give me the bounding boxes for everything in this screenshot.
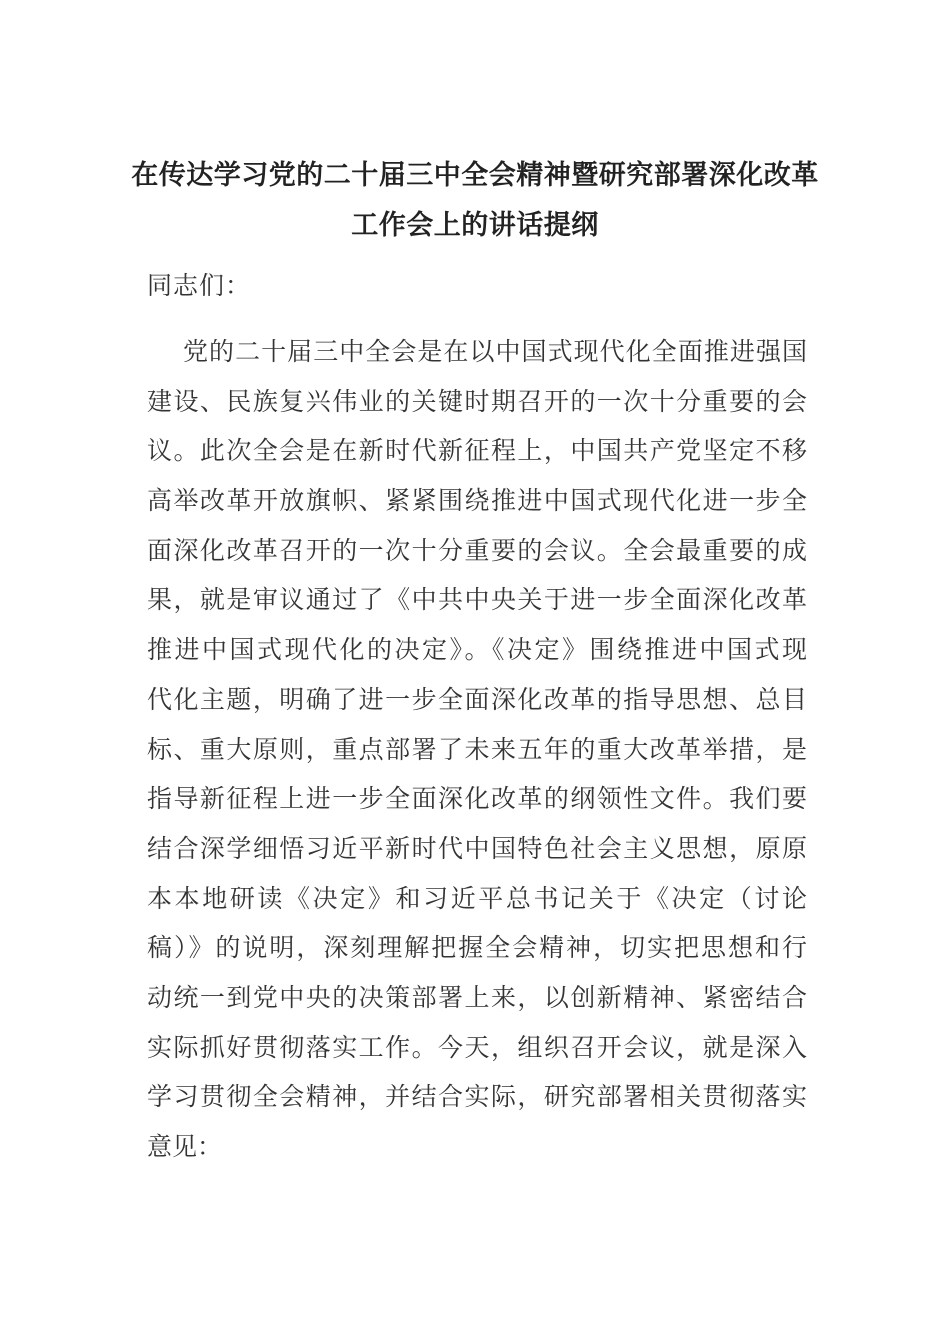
paragraph-line: 党的二十届三中全会是在以中国式现代化全面推进强国 xyxy=(183,337,807,366)
body-paragraph xyxy=(147,327,807,1172)
paragraph-line: 指导新征程上进一步全面深化改革的纲领性文件。我们要 xyxy=(147,784,807,814)
document-title-line-2: 工作会上的讲话提纲 xyxy=(351,210,599,241)
paragraph-line: 意见： xyxy=(147,1132,223,1161)
salutation: 同志们： xyxy=(147,271,252,300)
paragraph-line: 面深化改革召开的一次十分重要的会议。全会最重要的成 xyxy=(147,535,807,565)
paragraph-line: 推进中国式现代化的决定》。《决定》围绕推进中国式现 xyxy=(147,635,807,665)
paragraph-line: 实际抓好贯彻落实工作。今天，组织召开会议，就是深入 xyxy=(147,1032,807,1062)
paragraph-line: 本本地研读《决定》和习近平总书记关于《决定（讨论 xyxy=(147,883,807,913)
paragraph-line: 结合深学细悟习近平新时代中国特色社会主义思想，原原 xyxy=(147,833,807,863)
paragraph-line: 果，就是审议通过了《中共中央关于进一步全面深化改革 xyxy=(147,585,807,615)
paragraph-line: 高举改革开放旗帜、紧紧围绕推进中国式现代化进一步全 xyxy=(147,486,807,516)
paragraph-line: 议。此次全会是在新时代新征程上，中国共产党坚定不移 xyxy=(147,436,807,466)
paragraph-line: 学习贯彻全会精神，并结合实际，研究部署相关贯彻落实 xyxy=(147,1082,807,1112)
paragraph-line: 标、重大原则，重点部署了未来五年的重大改革举措，是 xyxy=(147,734,807,764)
paragraph-line: 动统一到党中央的决策部署上来，以创新精神、紧密结合 xyxy=(147,982,807,1012)
paragraph-line: 代化主题，明确了进一步全面深化改革的指导思想、总目 xyxy=(147,684,807,714)
document-title-line-1: 在传达学习党的二十届三中全会精神暨研究部署深化改革 xyxy=(131,160,819,191)
paragraph-line: 稿）》的说明，深刻理解把握全会精神，切实把思想和行 xyxy=(147,933,807,963)
paragraph-line: 建设、民族复兴伟业的关键时期召开的一次十分重要的会 xyxy=(147,386,807,416)
